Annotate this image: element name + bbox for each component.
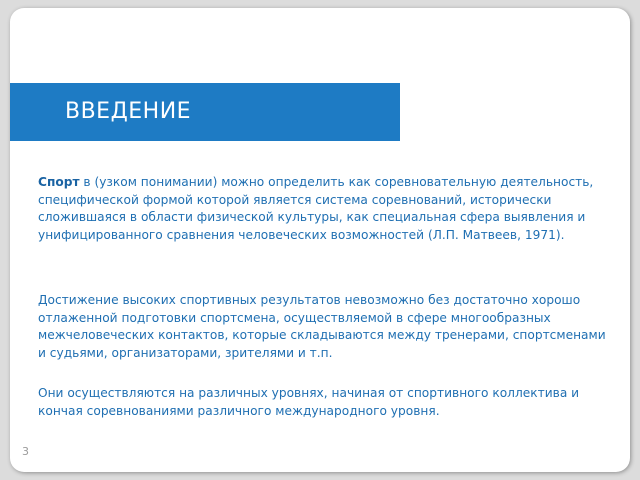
slide-title: ВВЕДЕНИЕ [65, 99, 192, 124]
slide [10, 8, 630, 472]
slide-number: 3 [22, 445, 29, 458]
paragraph-levels: Они осуществляются на различных уровнях, начиная от спортивного коллектива и кончая соревнованиями различного международного уровня. [38, 386, 580, 418]
paragraph-sport-definition-text: в (узком понимании) можно определить как соревновательную деятельность, специфической формой которой является система соревнований, исторически сложившаяся в области физической культуры, как специальная сфера выявления и унифицированного сравнения человеческих возможностей (Л.П. Матвеев, 1971). [38, 175, 594, 242]
paragraph-sport-definition [38, 174, 608, 244]
title-banner [10, 83, 400, 141]
paragraph-achievement: Достижение высоких спортивных результатов невозможно без достаточно хорошо отлаженной подготовки спортсмена, осуществляемой в сфере многообразных межчеловеческих контактов, которые складываются между тренерами, спортсменами и судьями, организаторами, зрителями и т.п. [38, 293, 606, 360]
paragraph-lead-word: Спорт [38, 175, 80, 189]
